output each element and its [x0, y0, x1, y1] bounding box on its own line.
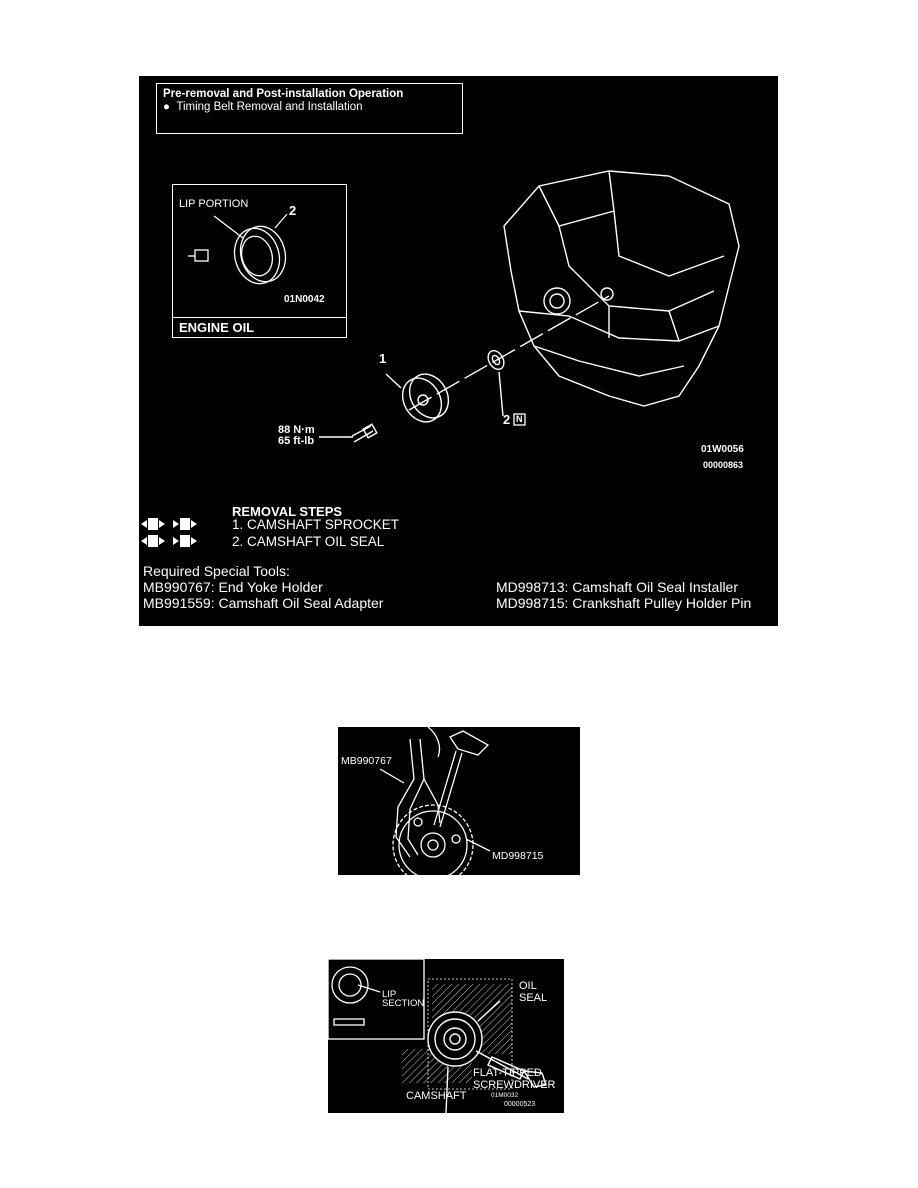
- torque-nm: 88 N·m: [278, 424, 315, 436]
- engine-oil-inset: [172, 184, 347, 338]
- callout-sprocket: 1: [379, 351, 387, 366]
- pre-removal-title: Pre-removal and Post-installation Operation: [163, 88, 404, 100]
- tool-end-yoke-holder: MB990767: End Yoke Holder: [143, 579, 323, 595]
- removal-steps-title: REMOVAL STEPS: [232, 504, 343, 519]
- figure-code-a: 01W0056: [701, 444, 744, 455]
- inset-divider: [173, 317, 346, 318]
- flat-tipped-label: FLAT-TIPPED: [473, 1067, 542, 1079]
- pre-removal-item-text: Timing Belt Removal and Installation: [176, 101, 363, 113]
- figure3-code-b: 00000523: [504, 1101, 536, 1108]
- lip-label: LIP: [382, 989, 397, 1000]
- new-part-tag: N: [516, 414, 523, 424]
- seal-label: SEAL: [519, 992, 548, 1004]
- removal-step-2: 2. CAMSHAFT OIL SEAL: [232, 534, 385, 549]
- figure-code-b: 00000863: [703, 460, 744, 470]
- pre-removal-note-box: [156, 83, 463, 134]
- inset-part-number: 2: [289, 203, 297, 218]
- sprocket-holding-figure: [338, 727, 580, 875]
- camshaft-label: CAMSHAFT: [406, 1090, 467, 1102]
- tools-title: Required Special Tools:: [143, 563, 290, 579]
- oil-label: OIL: [519, 980, 537, 992]
- callout-oil-seal: 2: [503, 412, 511, 427]
- torque-ftlb: 65 ft-lb: [278, 435, 315, 447]
- pin-label: MD998715: [492, 850, 544, 862]
- tool-oil-seal-installer: MD998713: Camshaft Oil Seal Installer: [496, 579, 738, 595]
- inset-code: 01N0042: [284, 294, 325, 305]
- oil-seal-removal-figure: [328, 959, 564, 1113]
- tool-pulley-holder-pin: MD998715: Crankshaft Pulley Holder Pin: [496, 595, 752, 611]
- lip-portion-label: LIP PORTION: [179, 198, 249, 210]
- sprocket-holder-drawing: [338, 727, 580, 875]
- screwdriver-label: SCREWDRIVER: [473, 1079, 556, 1091]
- bullet-icon: ●: [163, 101, 170, 113]
- engine-oil-caption: ENGINE OIL: [179, 320, 255, 335]
- tool-oil-seal-adapter: MB991559: Camshaft Oil Seal Adapter: [143, 595, 384, 611]
- figure3-code-a: 01M0032: [491, 1092, 519, 1099]
- pre-removal-item: [163, 101, 363, 113]
- holder-label: MB990767: [341, 755, 392, 767]
- section-label: SECTION: [382, 998, 425, 1009]
- exploded-view-figure: [139, 76, 778, 626]
- removal-step-1: 1. CAMSHAFT SPROCKET: [232, 517, 400, 532]
